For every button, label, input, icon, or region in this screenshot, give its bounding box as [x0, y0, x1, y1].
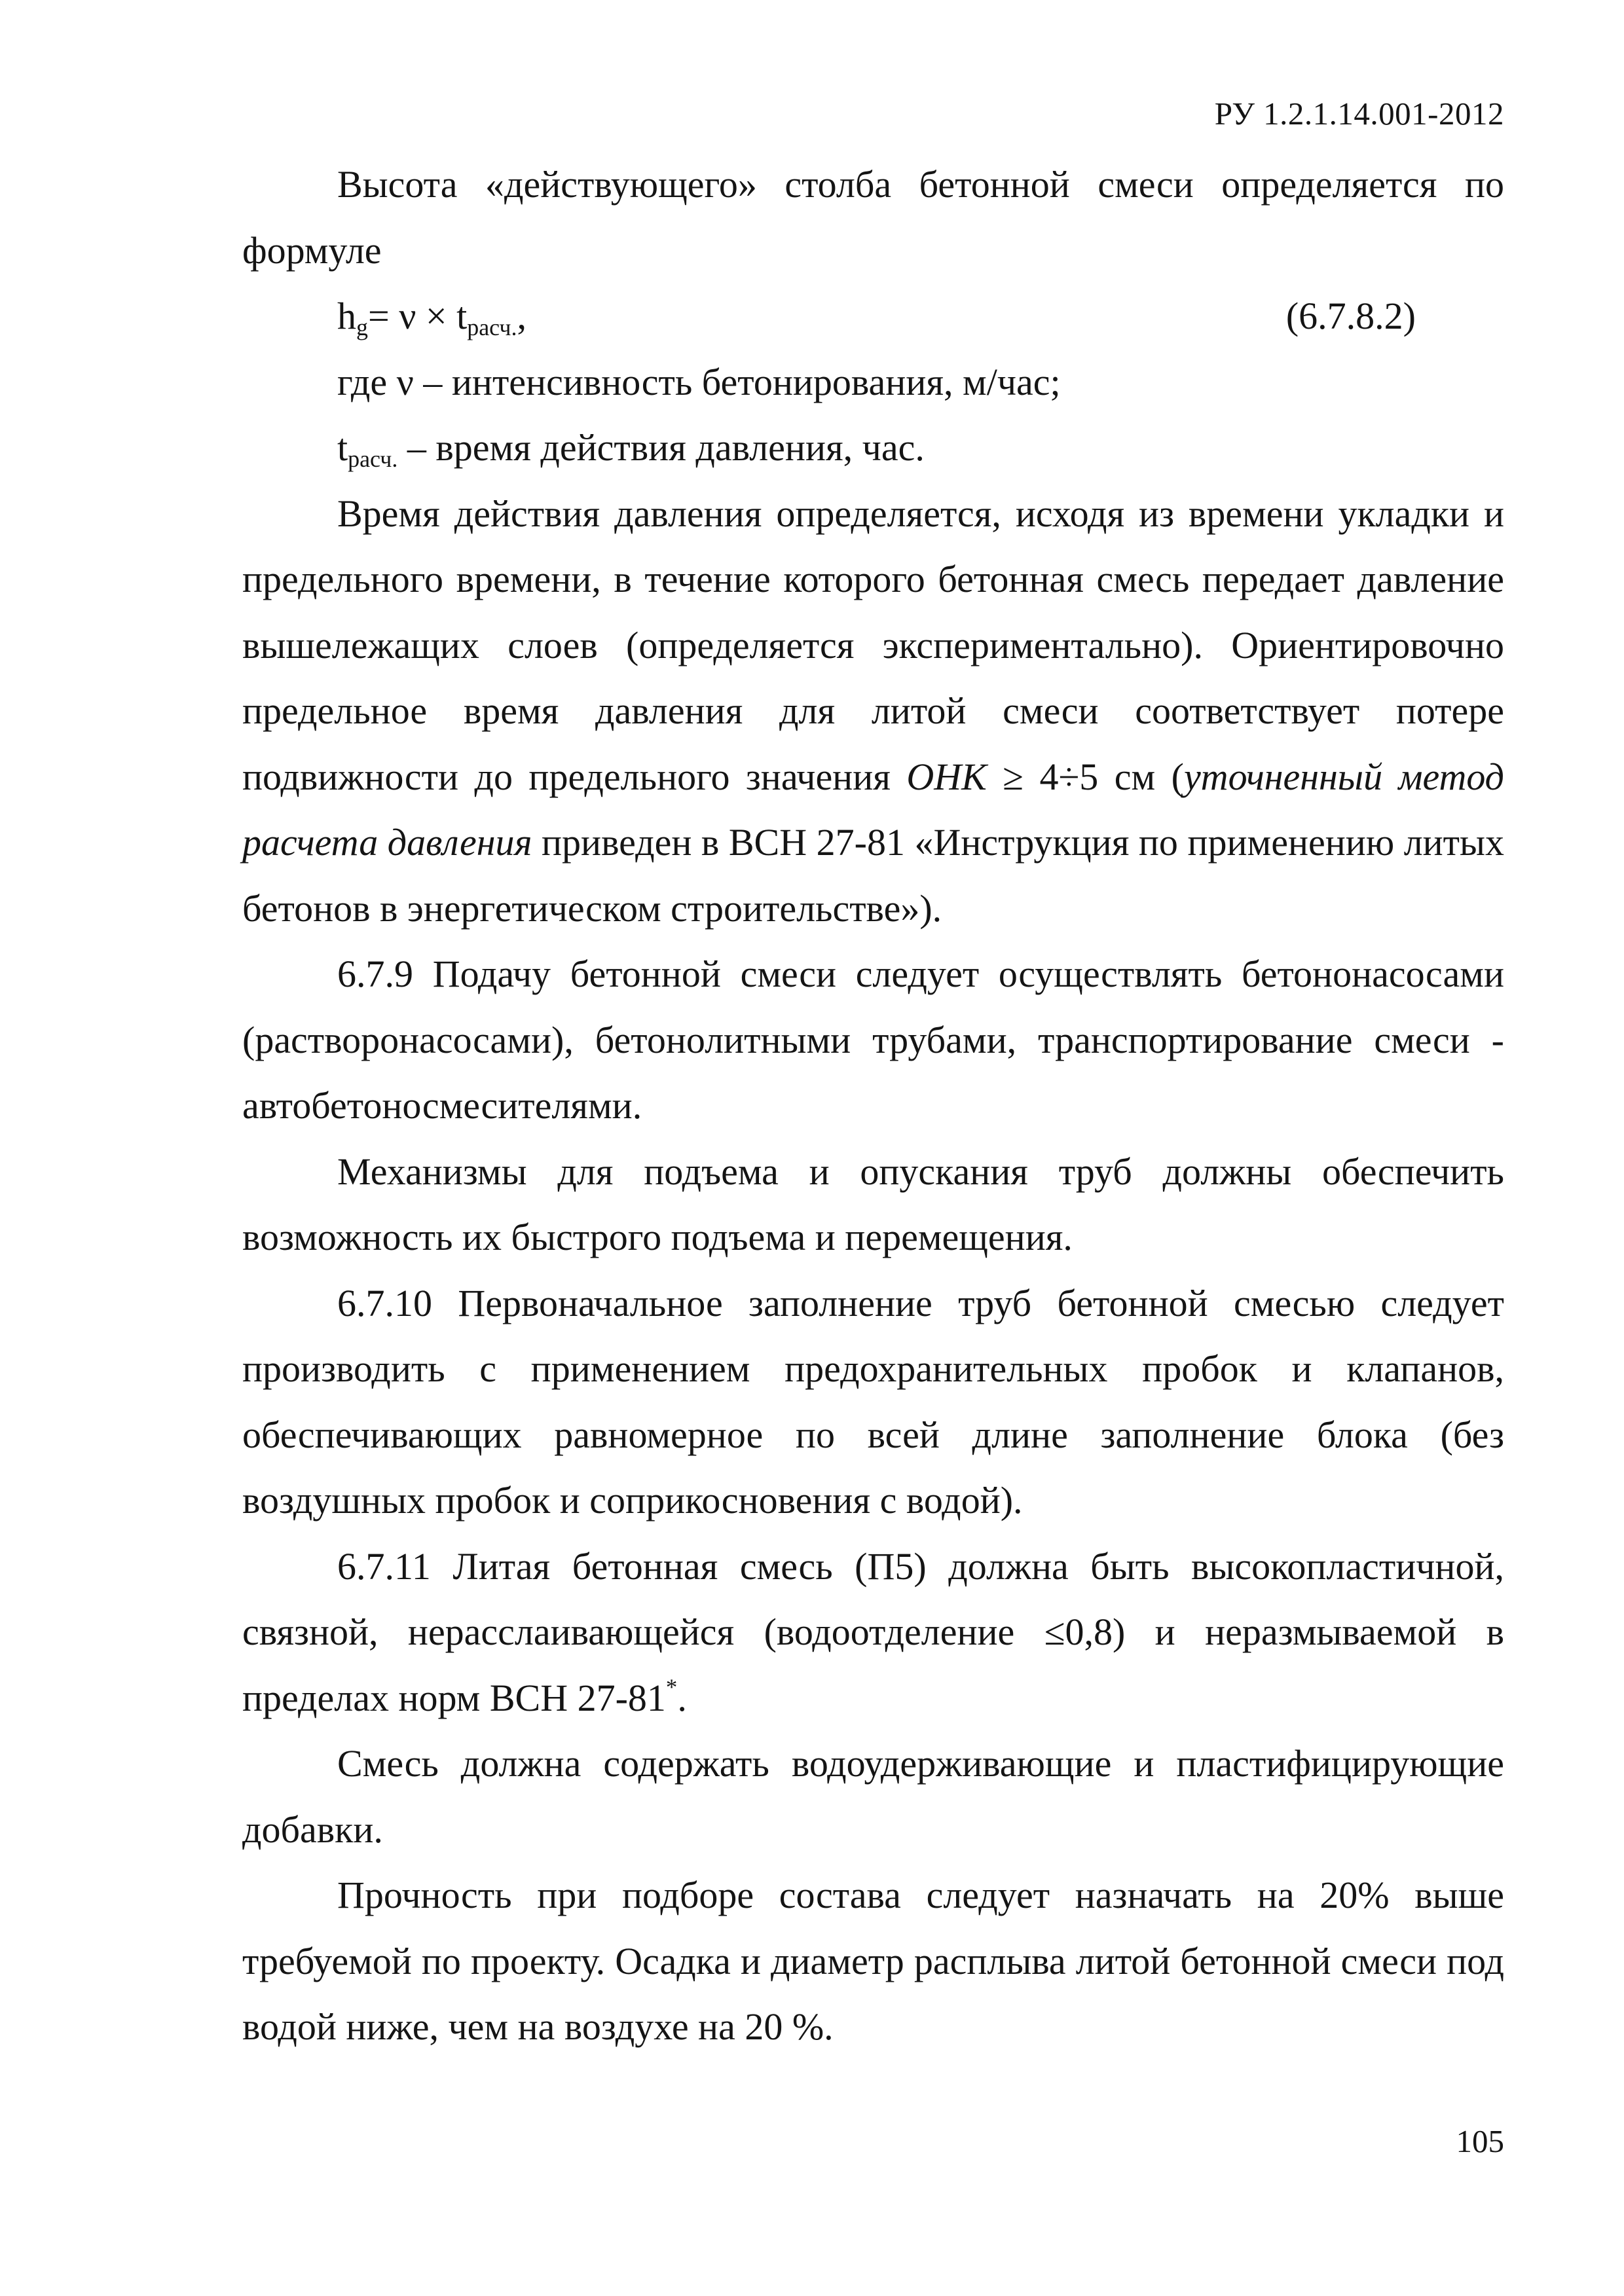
- formula-h-subscript: g: [356, 314, 368, 341]
- paragraph-additives: Смесь должна содержать водоудерживающие и пластифицирующие добавки.: [242, 1742, 1504, 1851]
- footnote-mark: *: [665, 1674, 678, 1700]
- paragraph-column-height: Высота «действующего» столба бетонной смеси определяется по формуле: [242, 163, 1504, 272]
- pressure-time-text-3: приведен в ВСН 27-81 «Инструкция по применению литых бетонов в энергетическом строительстве»).: [242, 821, 1505, 930]
- formula-tail: ,: [517, 295, 526, 337]
- paragraph-mechanisms: Механизмы для подъема и опускания труб должны обеспечить возможность их быстрого подъема и перемещения.: [242, 1150, 1504, 1258]
- formula-line: [242, 283, 1504, 350]
- paragraph-6-7-11: [242, 1534, 1504, 1732]
- formula-t-subscript: расч.: [467, 314, 517, 341]
- definition-t: [242, 415, 1504, 481]
- paragraph-6-7-9: 6.7.9 Подачу бетонной смеси следует осуществлять бетононасосами (растворонасосами), бетонолитными трубами, транспортирование смеси - автобетоносмесителями.: [242, 953, 1504, 1127]
- pressure-time-text-2: ≥ 4÷5 см (: [986, 755, 1184, 798]
- definition-t-subscript: расч.: [348, 446, 398, 473]
- definition-t-symbol: t: [337, 426, 348, 469]
- formula-h: h: [337, 295, 356, 337]
- page-body: [242, 152, 1504, 2060]
- paragraph-pressure-time: [242, 481, 1504, 942]
- formula-rhs: = ν × t: [367, 295, 468, 337]
- pressure-time-italic: уточненный метод расчета давления: [242, 755, 1504, 864]
- formula: [337, 283, 526, 350]
- paragraph-6-7-11-end: .: [677, 1676, 687, 1719]
- equation-number: (6.7.8.2): [1285, 295, 1416, 337]
- document-code: РУ 1.2.1.14.001-2012: [1214, 96, 1504, 132]
- definition-v: где ν – интенсивность бетонирования, м/час;: [337, 360, 1061, 403]
- paragraph-strength: Прочность при подборе состава следует назначать на 20% выше требуемой по проекту. Осадка и диаметр расплыва литой бетонной смеси под водой ниже, чем на воздухе на 20 %.: [242, 1874, 1504, 2048]
- paragraph-6-7-11-text: 6.7.11 Литая бетонная смесь (П5) должна быть высокопластичной, связной, нерасслаивающейся (водоотделение ≤0,8) и неразмываемой в пределах норм ВСН 27-81: [242, 1544, 1504, 1719]
- pressure-time-onk: ОНК: [906, 755, 987, 798]
- paragraph-6-7-10: 6.7.10 Первоначальное заполнение труб бетонной смесью следует производить с применением предохранительных пробок и клапанов, обеспечивающих равномерное по всей длине заполнение блока (без воздушных пробок и соприкосновения с водой).: [242, 1281, 1504, 1522]
- definition-t-text: – время действия давления, час.: [397, 426, 925, 469]
- page-number: 105: [1456, 2123, 1504, 2159]
- pressure-time-text-1: Время действия давления определяется, исходя из времени укладки и предельного времени, в течение которого бетонная смесь передает давление вышележащих слоев (определяется экспериментально). Ориентировочно предельное время давления для литой смеси соответствует потере подвижности до предельного значения: [242, 492, 1504, 798]
